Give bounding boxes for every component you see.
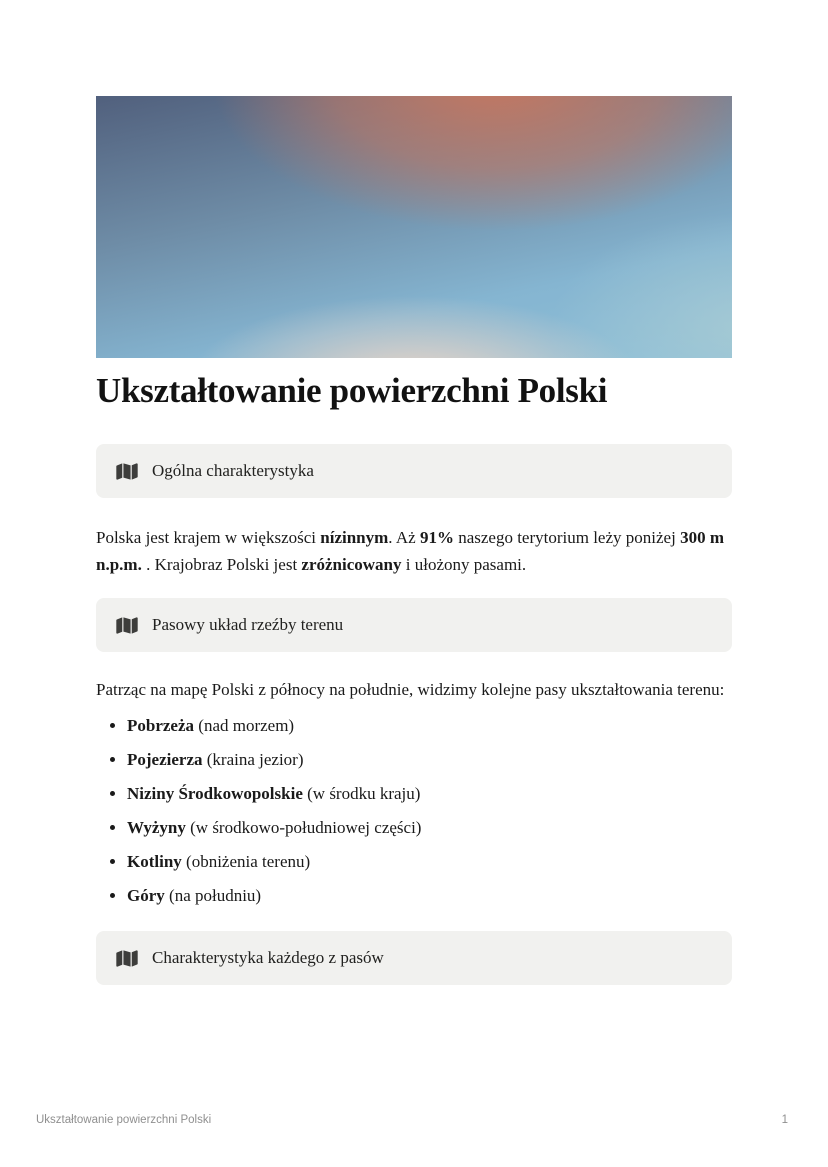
map-icon [116,949,138,968]
terrain-bands-list [96,716,732,906]
list-desc: (kraina jezior) [202,750,304,770]
list-term: Pojezierza [127,750,203,770]
list-desc: (nad morzem) [194,716,295,736]
section-label: Pasowy układ rzeźby terenu [152,615,344,635]
footer-document-title: Ukształtowanie powierzchni Polski [36,1114,212,1126]
list-intro-paragraph: Patrząc na mapę Polski z północy na południe, widzimy kolejne pasy ukształtowania terenu: [96,680,725,700]
text-segment: i ułożony pasami. [401,555,527,575]
list-term: Pobrzeża [127,716,195,736]
page-footer [0,1114,828,1126]
list-term: Niziny Środkowopolskie [127,784,303,804]
list-item [127,784,732,804]
section-label: Charakterystyka każdego z pasów [152,948,384,968]
text-segment-bold: nízinnym [320,528,389,548]
list-item [127,716,732,736]
cover-gradient-image [96,96,732,358]
text-segment-bold: 91% [419,528,454,548]
list-item [127,818,732,838]
list-term: Kotliny [127,852,182,872]
list-desc: (w środku kraju) [302,784,421,804]
list-desc: (na południu) [164,886,262,906]
list-item [127,852,732,872]
intro-paragraph [96,524,732,578]
list-item [127,886,732,906]
text-segment-bold: zróżnicowany [301,555,402,575]
map-icon [116,462,138,481]
list-term: Wyżyny [127,818,186,838]
footer-page-number: 1 [781,1114,788,1126]
section-label: Ogólna charakterystyka [152,461,314,481]
section-header-pasowy-uklad [96,598,732,652]
document-page [96,96,732,985]
list-term: Góry [127,886,165,906]
text-segment: . Krajobraz Polski jest [141,555,302,575]
map-icon [116,616,138,635]
text-segment: . Aż [388,528,420,548]
list-desc: (obniżenia terenu) [181,852,311,872]
text-segment: naszego terytorium leży poniżej [453,528,681,548]
text-segment-bold: 300 m n.p.m. [96,528,724,575]
text-segment: Polska jest krajem w większości [96,528,321,548]
list-desc: (w środkowo-południowej części) [185,818,422,838]
page-title: Ukształtowanie powierzchni Polski [96,371,608,410]
section-header-ogolna [96,444,732,498]
list-item [127,750,732,770]
section-header-charakterystyka [96,931,732,985]
